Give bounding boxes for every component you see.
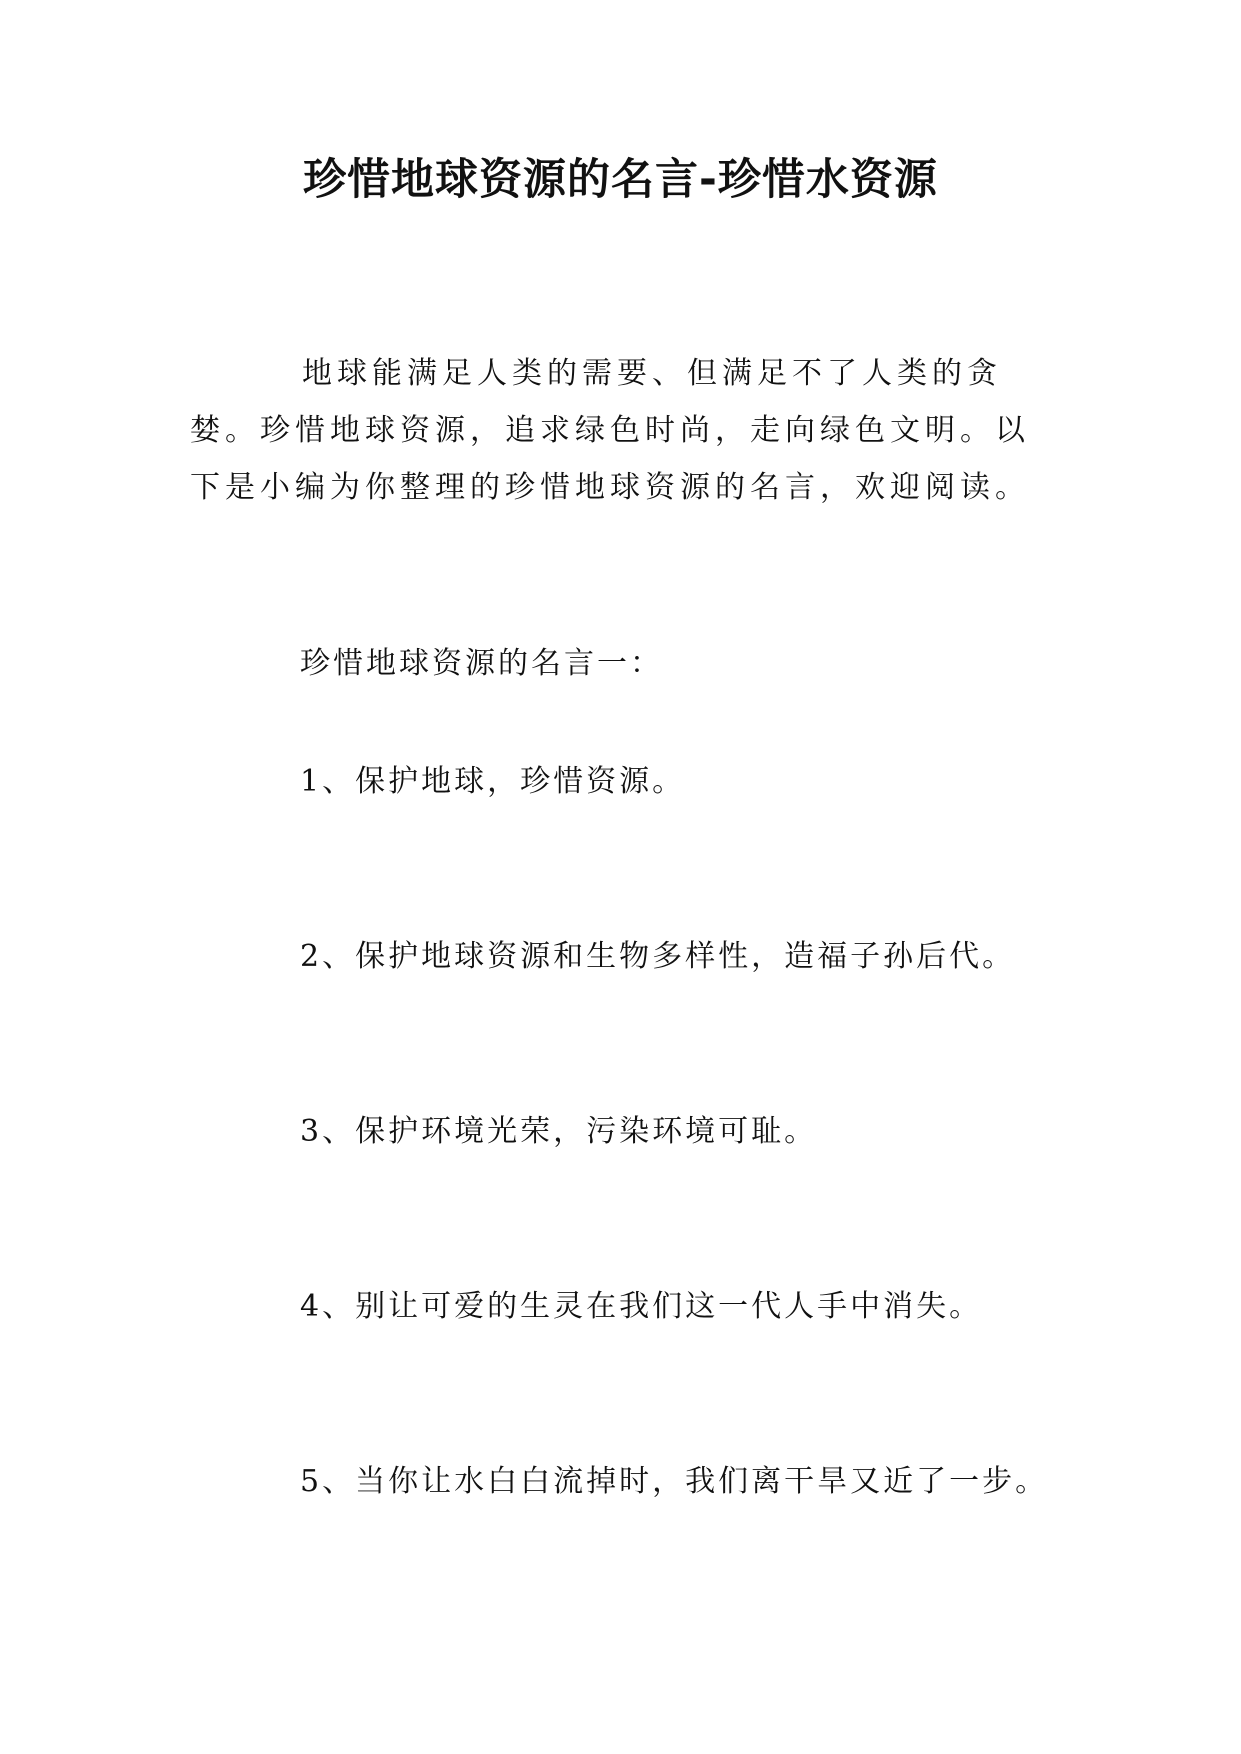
quote-item: 2、保护地球资源和生物多样性，造福子孙后代。 [300,939,1016,974]
quote-item: 1、保护地球，珍惜资源。 [300,764,686,799]
quote-item: 3、保护环境光荣，污染环境可耻。 [300,1114,818,1149]
intro-paragraph: 地球能满足人类的需要、但满足不了人类的贪婪。珍惜地球资源，追求绿色时尚，走向绿色文明。以下是小编为你整理的珍惜地球资源的名言，欢迎阅读。 [190,356,1030,505]
quote-item: 5、当你让水白白流掉时，我们离干旱又近了一步。 [300,1464,1049,1499]
quote-item: 4、别让可爱的生灵在我们这一代人手中消失。 [300,1289,983,1324]
section-heading: 珍惜地球资源的名言一： [300,646,663,681]
page-title: 珍惜地球资源的名言-珍惜水资源 [303,155,938,205]
